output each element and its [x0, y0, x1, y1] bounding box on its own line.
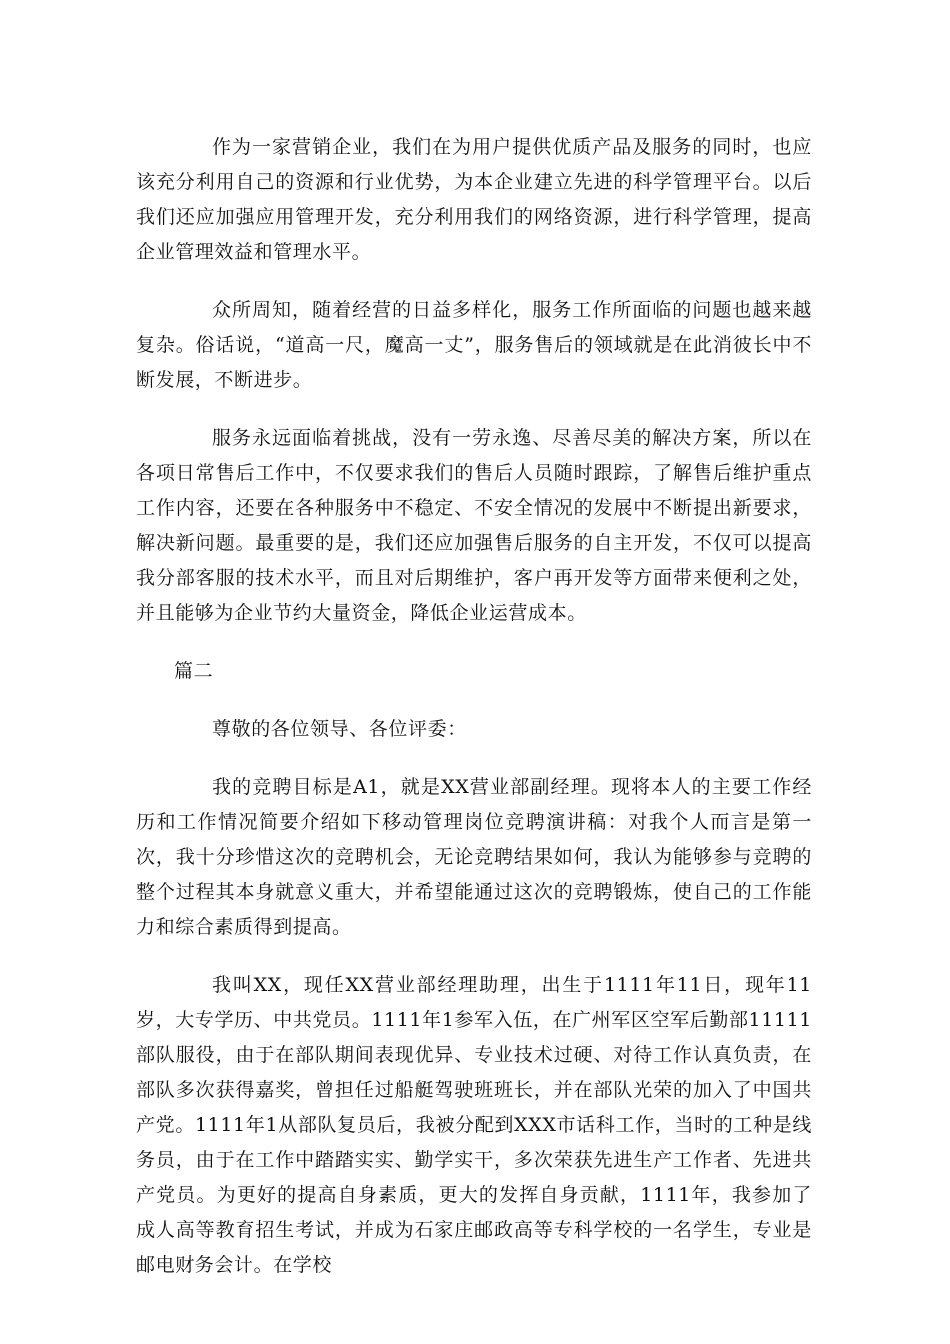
paragraph-service-challenges: 服务永远面临着挑战，没有一劳永逸、尽善尽美的解决方案，所以在各项日常售后工作中，不仅要求我们的售后人员随时跟踪，了解售后维护重点工作内容，还要在各种服务中不稳定、不安全情况的发展中不断提出新要求，解决新问题。最重要的是，我们还应加强售后服务的自主开发，不仅可以提高我分部客服的技术水平，而且对后期维护，客户再开发等方面带来便利之处，并且能够为企业节约大量资金，降低企业运营成本。 — [136, 427, 812, 624]
greeting-line: 尊敬的各位领导、各位评委： — [212, 718, 467, 740]
paragraph-personal-background: 我叫XX，现任XX营业部经理助理，出生于1111年11日，现年11岁，大专学历、中共党员。1111年1参军入伍，在广州军区空军后勤部11111部队服役，由于在部队期间表现优异、专业技术过硬、对待工作认真负责，在部队多次获得嘉奖，曾担任过船艇驾驶班班长，并在部队光荣的加入了中国共产党。1111年1从部队复员后，我被分配到XXX市话科工作，当时的工种是线务员，由于在工作中踏踏实实、勤学实干，多次荣获先进生产工作者、先进共产党员。为更好的提高自身素质，更大的发挥自身贡献，1111年，我参加了成人高等教育招生考试，并成为石家庄邮政高等专科学校的一名学生，专业是邮电财务会计。在学校 — [136, 974, 812, 1276]
paragraph-service-complexity: 众所周知，随着经营的日益多样化，服务工作所面临的问题也越来越复杂。俗话说，“道高一尺，魔高一丈”，服务售后的领域就是在此消彼长中不断发展，不断进步。 — [136, 299, 812, 391]
section-heading: 篇二 — [174, 660, 214, 682]
paragraph-marketing-enterprise: 作为一家营销企业，我们在为用户提供优质产品及服务的同时，也应该充分利用自己的资源和行业优势，为本企业建立先进的科学管理平台。以后我们还应加强应用管理开发，充分利用我们的网络资源，进行科学管理，提高企业管理效益和管理水平。 — [136, 136, 812, 263]
paragraph-competition-goal: 我的竞聘目标是A1，就是XX营业部副经理。现将本人的主要工作经历和工作情况简要介绍如下移动管理岗位竞聘演讲稿：对我个人而言是第一次，我十分珍惜这次的竞聘机会，无论竞聘结果如何，我认为能够参与竞聘的整个过程其本身就意义重大，并希望能通过这次的竞聘锻炼，使自己的工作能力和综合素质得到提高。 — [136, 776, 812, 938]
document-body — [136, 130, 812, 1306]
